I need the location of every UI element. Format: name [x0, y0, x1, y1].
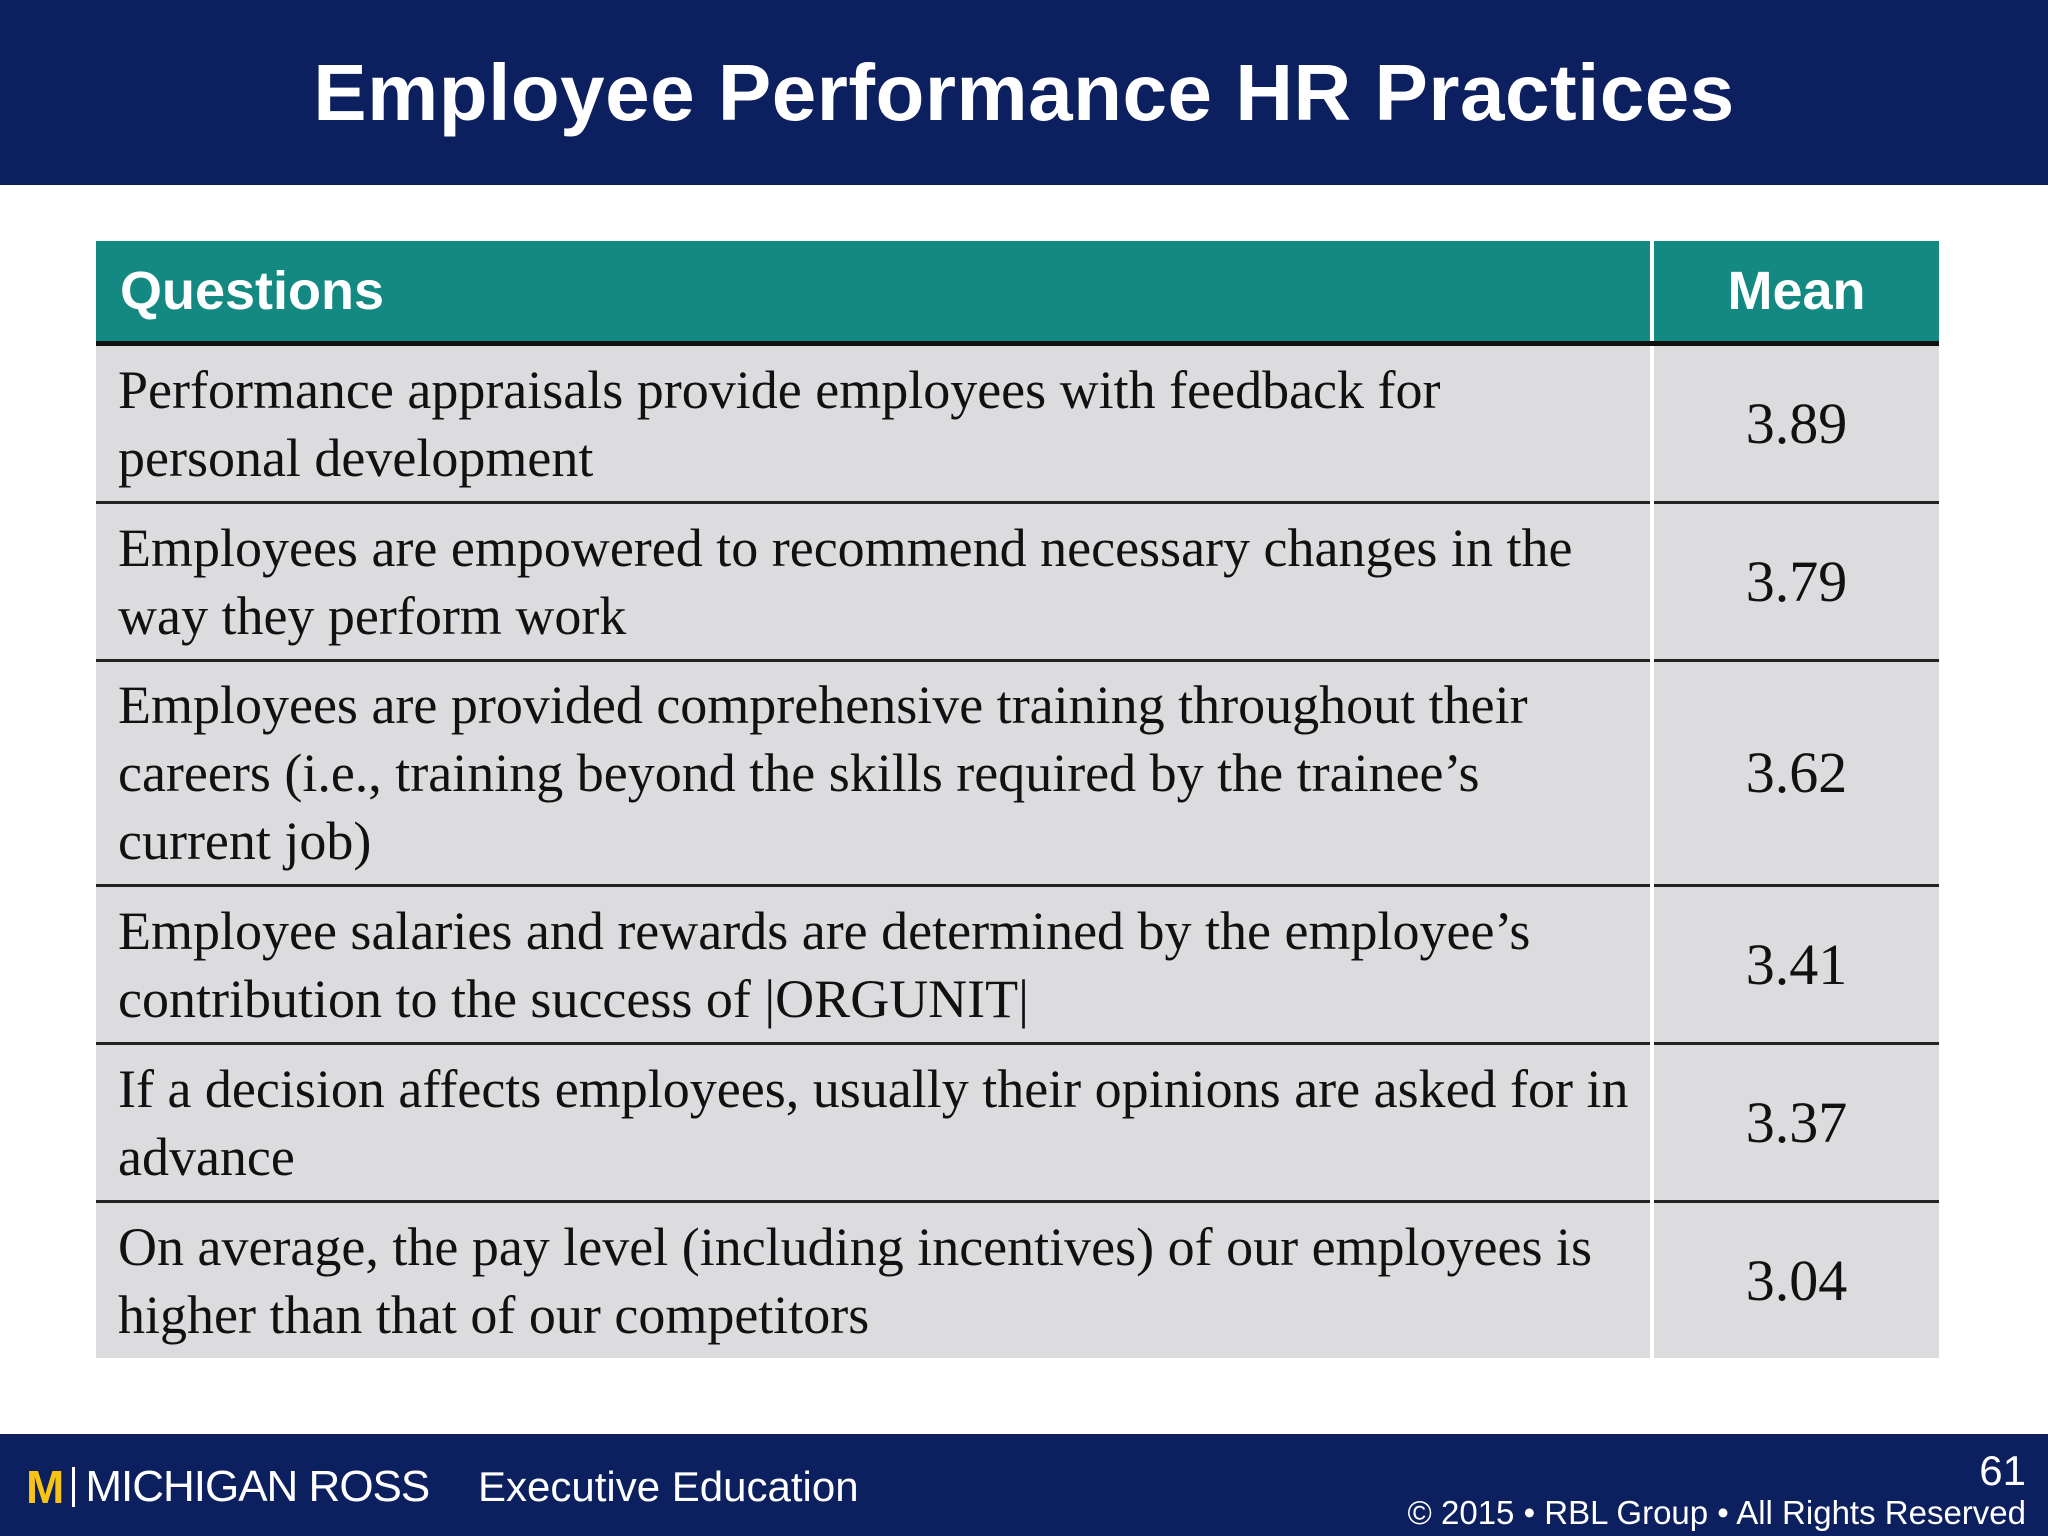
- mean-cell: 3.37: [1652, 1044, 1939, 1202]
- mean-cell: 3.41: [1652, 886, 1939, 1044]
- slide-title: Employee Performance HR Practices: [313, 48, 1735, 137]
- logo-wordmark: MICHIGAN ROSS: [85, 1462, 430, 1511]
- survey-results-table: [96, 241, 1939, 1358]
- copyright-notice: © 2015 • RBL Group • All Rights Reserved: [1407, 1494, 2026, 1531]
- mean-cell: 3.62: [1652, 661, 1939, 886]
- table-row: [96, 1202, 1939, 1359]
- table-row: [96, 661, 1939, 886]
- question-cell: Employees are empowered to recommend necessary changes in the way they perform work: [96, 503, 1652, 661]
- table-row: [96, 503, 1939, 661]
- page-number: 61: [1979, 1447, 2026, 1494]
- table-row: [96, 886, 1939, 1044]
- question-cell: Employee salaries and rewards are determined by the employee’s contribution to the success of |ORGUNIT|: [96, 886, 1652, 1044]
- table-row: [96, 1044, 1939, 1202]
- program-name: Executive Education: [478, 1463, 859, 1510]
- mean-cell: 3.04: [1652, 1202, 1939, 1359]
- question-cell: Performance appraisals provide employees with feedback for personal development: [96, 344, 1652, 503]
- logo-divider: [72, 1467, 75, 1507]
- michigan-ross-logo: [26, 1462, 429, 1512]
- column-header-questions: Questions: [96, 241, 1652, 344]
- column-header-mean: Mean: [1652, 241, 1939, 344]
- mean-cell: 3.89: [1652, 344, 1939, 503]
- mean-cell: 3.79: [1652, 503, 1939, 661]
- block-m-icon: M: [26, 1461, 65, 1513]
- question-cell: Employees are provided comprehensive training throughout their careers (i.e., training beyond the skills required by the trainee’s current job): [96, 661, 1652, 886]
- question-cell: If a decision affects employees, usually their opinions are asked for in advance: [96, 1044, 1652, 1202]
- table-row: [96, 344, 1939, 503]
- question-cell: On average, the pay level (including incentives) of our employees is higher than that of our competitors: [96, 1202, 1652, 1359]
- table-header-row: [96, 241, 1939, 344]
